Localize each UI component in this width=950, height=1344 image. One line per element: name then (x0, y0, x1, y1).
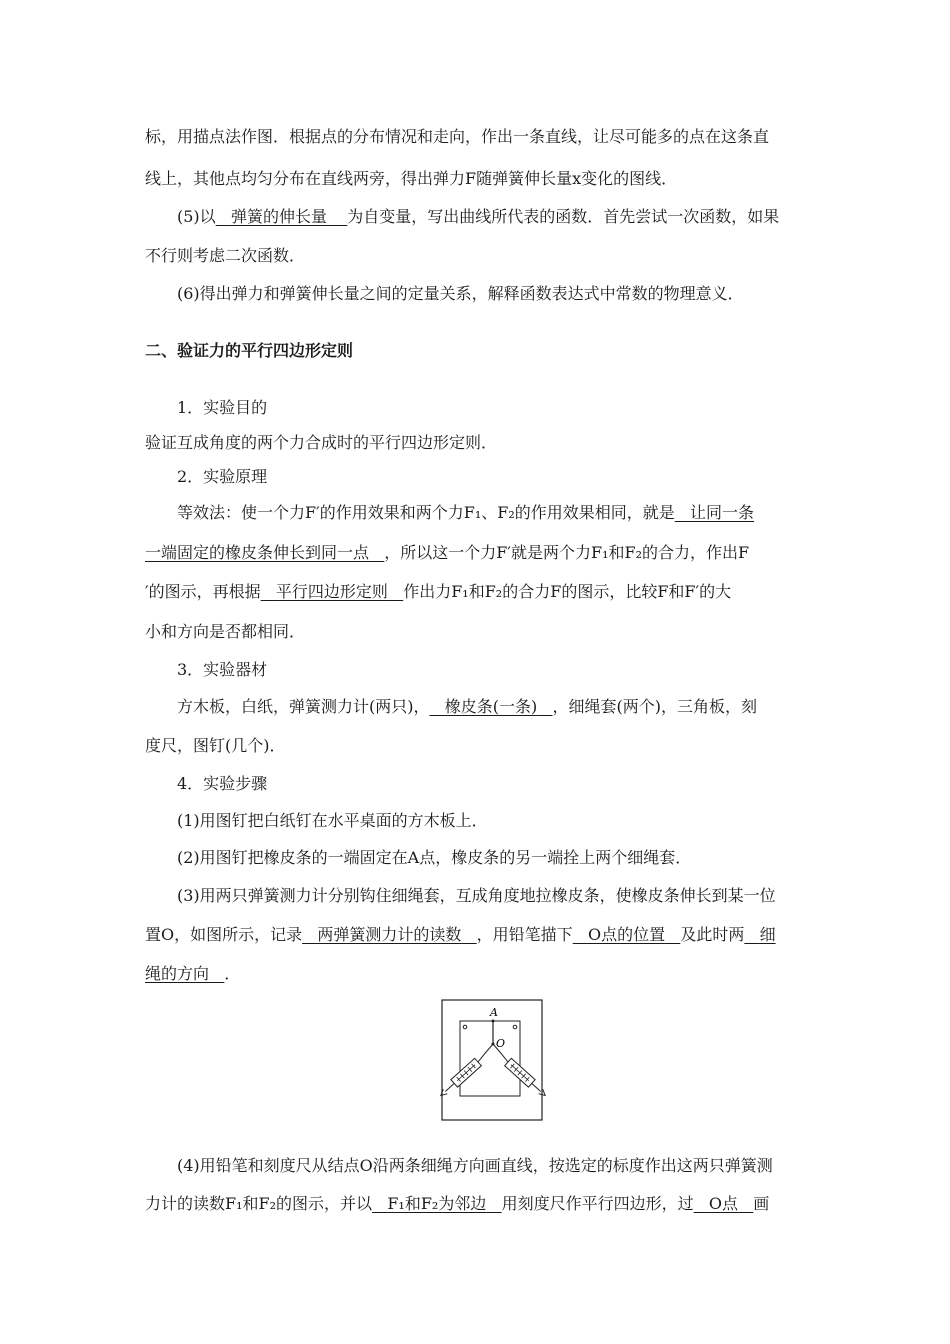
principle-title: 2．实验原理 (177, 467, 268, 486)
procedure-blank-rope-1: 细 (759, 925, 776, 944)
equipment-line-1: 方木板，白纸，弹簧测力计(两只)， 橡皮条(一条) ，细绳套(两个)，三角板，刻 (177, 697, 758, 716)
procedure-blank-readings: 两弹簧测力计的读数 (317, 925, 462, 944)
paragraph-1-line-1: 标，用描点法作图．根据点的分布情况和走向，作出一条直线，让尽可能多的点在这条直 (145, 127, 770, 146)
step-5-suffix: 为自变量，写出曲线所代表的函数．首先尝试一次函数，如果 (347, 207, 780, 226)
paragraph-1-line-2: 线上，其他点均匀分布在直线两旁，得出弹力F随弹簧伸长量x变化的图线． (145, 169, 678, 188)
principle-blank-2: 一端固定的橡皮条伸长到同一点 (145, 543, 370, 562)
equipment-blank: 橡皮条(一条) (444, 697, 538, 716)
step-5-line-1 (177, 205, 779, 229)
procedure-step-3-line-1: (3)用两只弹簧测力计分别钩住细绳套，互成角度地拉橡皮条，使橡皮条伸长到某一位 (177, 886, 776, 905)
step-5-prefix: (5)以 (177, 207, 216, 226)
label-o: O (496, 1037, 506, 1050)
step-5-line-2: 不行则考虑二次函数． (145, 246, 306, 265)
procedure-step-4-line-1: (4)用铅笔和刻度尺从结点O沿两条细绳方向画直线，按选定的标度作出这两只弹簧测 (177, 1156, 773, 1175)
equipment-line-2: 度尺，图钉(几个)． (145, 736, 286, 755)
principle-line-1: 等效法：使一个力F′的作用效果和两个力F₁、F₂的作用效果相同，就是 让同一条 (177, 503, 755, 522)
procedure-blank-rope-2: 绳的方向 (145, 964, 210, 983)
procedure-blank-adjacent-sides: F₁和F₂为邻边 (387, 1194, 487, 1213)
rope-left (478, 1044, 493, 1062)
purpose-title: 1．实验目的 (177, 398, 268, 417)
equipment-title: 3．实验器材 (177, 660, 268, 679)
principle-blank-1: 让同一条 (690, 503, 755, 522)
spring-scale-left (437, 1058, 481, 1099)
principle-line-4: 小和方向是否都相同． (145, 622, 306, 641)
principle-line-2: 一端固定的橡皮条伸长到同一点 ，所以这一个力F′就是两个力F₁和F₂的合力，作出F (145, 543, 750, 562)
step-5-blank: 弹簧的伸长量 (230, 207, 327, 226)
procedure-step-2: (2)用图钉把橡皮条的一端固定在A点，橡皮条的另一端拴上两个细绳套． (177, 848, 692, 867)
label-a: A (490, 1006, 498, 1019)
principle-line-3: ′的图示，再根据 平行四边形定则 作出力F₁和F₂的合力F的图示，比较F和F′的大 (145, 582, 732, 601)
pin-top-right (513, 1025, 517, 1029)
procedure-step-3-line-2: 置O，如图所示，记录 两弹簧测力计的读数 ，用铅笔描下 O点的位置 及此时两 细 (145, 925, 776, 944)
principle-blank-3: 平行四边形定则 (275, 582, 388, 601)
procedure-step-1: (1)用图钉把白纸钉在水平桌面的方木板上． (177, 811, 488, 830)
procedure-title: 4．实验步骤 (177, 774, 268, 793)
point-a (492, 1020, 495, 1023)
procedure-blank-o-position: O点的位置 (587, 925, 666, 944)
step-6: (6)得出弹力和弹簧伸长量之间的定量关系，解释函数表达式中常数的物理意义． (177, 284, 744, 303)
procedure-step-3-line-3: 绳的方向 ． (145, 964, 241, 983)
procedure-step-4-line-2: 力计的读数F₁和F₂的图示，并以 F₁和F₂为邻边 用刻度尺作平行四边形，过 O点 画 (145, 1194, 770, 1213)
procedure-blank-o-point: O点 (708, 1194, 739, 1213)
section-2-title: 二、验证力的平行四边形定则 (145, 341, 354, 360)
experiment-figure (415, 998, 565, 1122)
purpose-text: 验证互成角度的两个力合成时的平行四边形定则． (145, 433, 498, 452)
pin-top-left (463, 1025, 467, 1029)
